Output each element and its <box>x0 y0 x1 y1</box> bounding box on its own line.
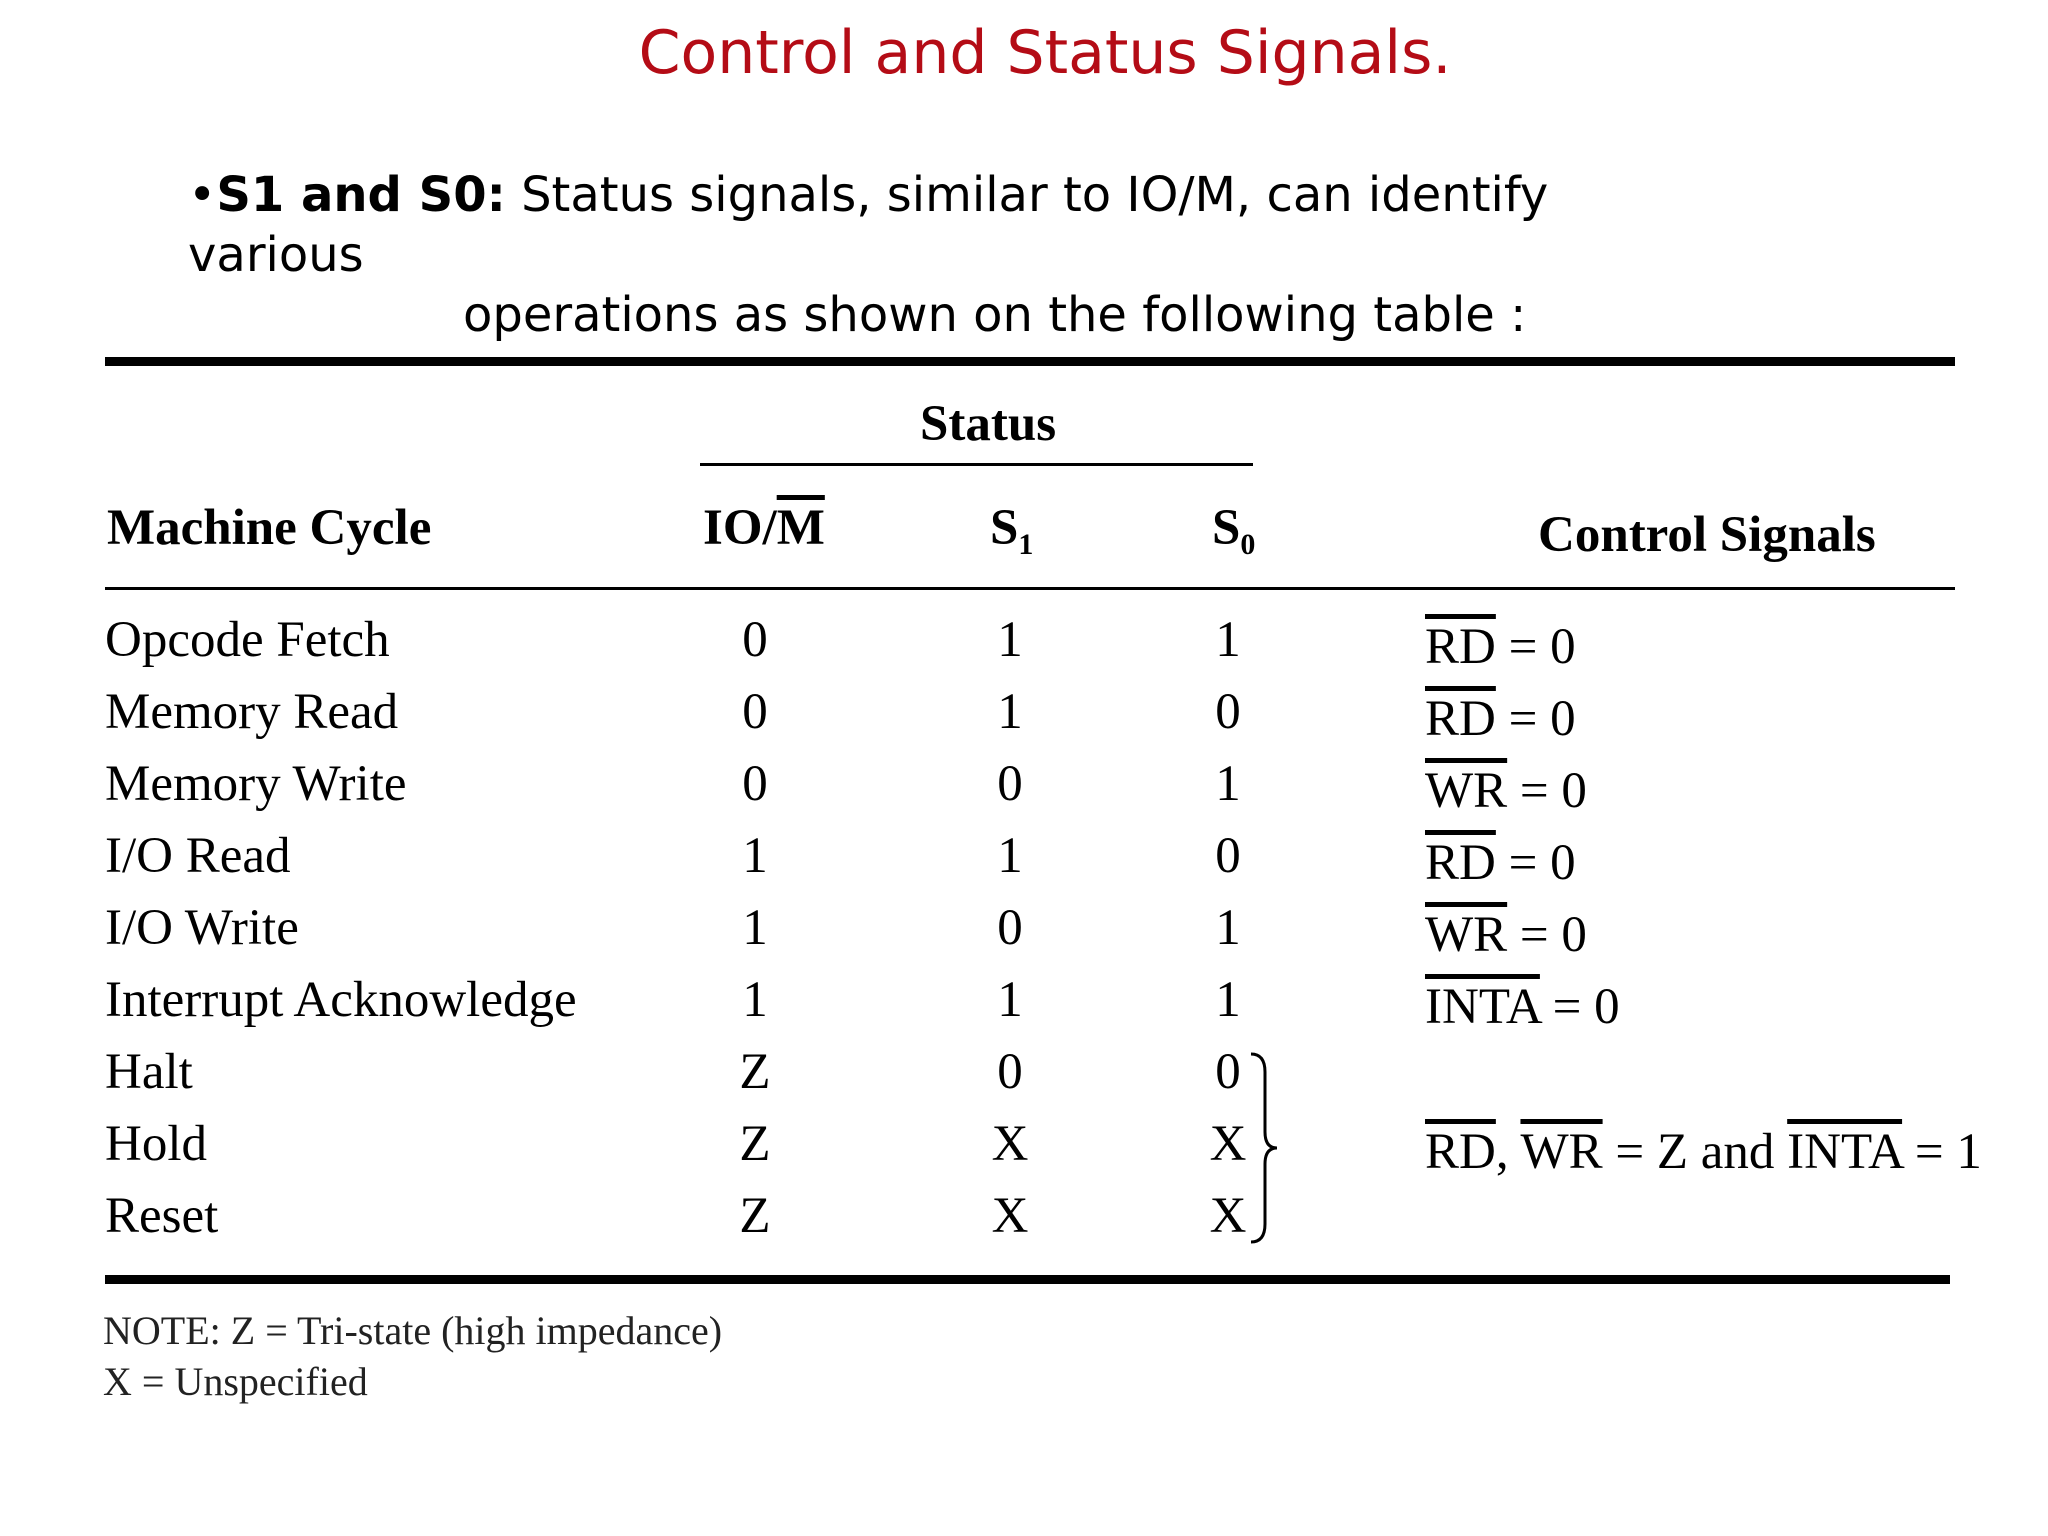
row-control: $\overline{RD} = 0$ <box>1425 619 1576 675</box>
row-cycle: I/O Write <box>105 900 299 956</box>
row-iom: 0 <box>742 756 768 812</box>
intro-bullet <box>188 165 1688 345</box>
row-cycle: Reset <box>105 1188 219 1244</box>
row-cycle: Memory Read <box>105 684 399 740</box>
row-s1: 0 <box>997 756 1023 812</box>
row-s0: 0 <box>1215 684 1241 740</box>
row-s1: 0 <box>997 1044 1023 1100</box>
header-control-signals: Control Signals <box>1538 507 1876 563</box>
row-control: $\overline{WR} = 0$ <box>1425 907 1587 963</box>
row-s1: 1 <box>997 612 1023 668</box>
table-note-1: NOTE: Z = Tri-state (high impedance) <box>103 1308 723 1353</box>
row-control: $\overline{RD} = 0$ <box>1425 835 1576 891</box>
header-s0: $S_0$ <box>1212 500 1256 561</box>
table-note-2: X = Unspecified <box>103 1359 368 1404</box>
row-iom: Z <box>739 1188 771 1244</box>
status-group-rule <box>700 463 1253 466</box>
row-cycle: Halt <box>105 1044 193 1100</box>
row-s1: 1 <box>997 972 1023 1028</box>
table-top-rule <box>105 357 1955 366</box>
row-iom: Z <box>739 1044 771 1100</box>
row-iom: 1 <box>742 900 768 956</box>
row-iom: Z <box>739 1116 771 1172</box>
row-cycle: Memory Write <box>105 756 407 812</box>
row-s0: X <box>1209 1188 1247 1244</box>
row-s1: X <box>991 1116 1029 1172</box>
bullet-term: S1 and S0: <box>216 167 506 223</box>
row-s0: 1 <box>1215 900 1241 956</box>
header-io-m: $IO/\overline{M}$ <box>703 500 825 556</box>
header-machine-cycle: Machine Cycle <box>107 500 432 556</box>
row-s1: X <box>991 1188 1029 1244</box>
grouped-control-signal: $\overline{RD}$, $\overline{WR} = Z$ and INTA = 1 <box>1425 1124 1982 1180</box>
row-cycle: Hold <box>105 1116 207 1172</box>
row-s0: X <box>1209 1116 1247 1172</box>
table-bottom-rule <box>105 1275 1950 1284</box>
bullet-text-line2: operations as shown on the following table : <box>463 287 1527 343</box>
row-control: $\overline{WR} = 0$ <box>1425 763 1587 819</box>
row-cycle: Interrupt Acknowledge <box>105 972 577 1028</box>
header-s1: $S_1$ <box>990 500 1034 561</box>
row-s0: 0 <box>1215 1044 1241 1100</box>
row-control: INTA = 0 <box>1425 979 1620 1035</box>
status-group-header: Status <box>920 396 1057 452</box>
row-s0: 1 <box>1215 756 1241 812</box>
header-bottom-rule <box>105 587 1955 590</box>
row-s0: 0 <box>1215 828 1241 884</box>
row-s1: 0 <box>997 900 1023 956</box>
row-control: $\overline{RD} = 0$ <box>1425 691 1576 747</box>
row-iom: 0 <box>742 612 768 668</box>
row-s0: 1 <box>1215 612 1241 668</box>
row-s1: 1 <box>997 828 1023 884</box>
row-iom: 1 <box>742 972 768 1028</box>
row-s0: 1 <box>1215 972 1241 1028</box>
row-cycle: I/O Read <box>105 828 291 884</box>
slide-title: Control and Status Signals. <box>638 18 1452 88</box>
row-iom: 0 <box>742 684 768 740</box>
bullet-text-line1: Status signals, similar to IO/M, can identify various <box>188 167 1549 283</box>
right-brace-icon <box>1245 1050 1285 1246</box>
row-s1: 1 <box>997 684 1023 740</box>
row-iom: 1 <box>742 828 768 884</box>
bullet-glyph: • <box>188 167 217 223</box>
row-cycle: Opcode Fetch <box>105 612 390 668</box>
